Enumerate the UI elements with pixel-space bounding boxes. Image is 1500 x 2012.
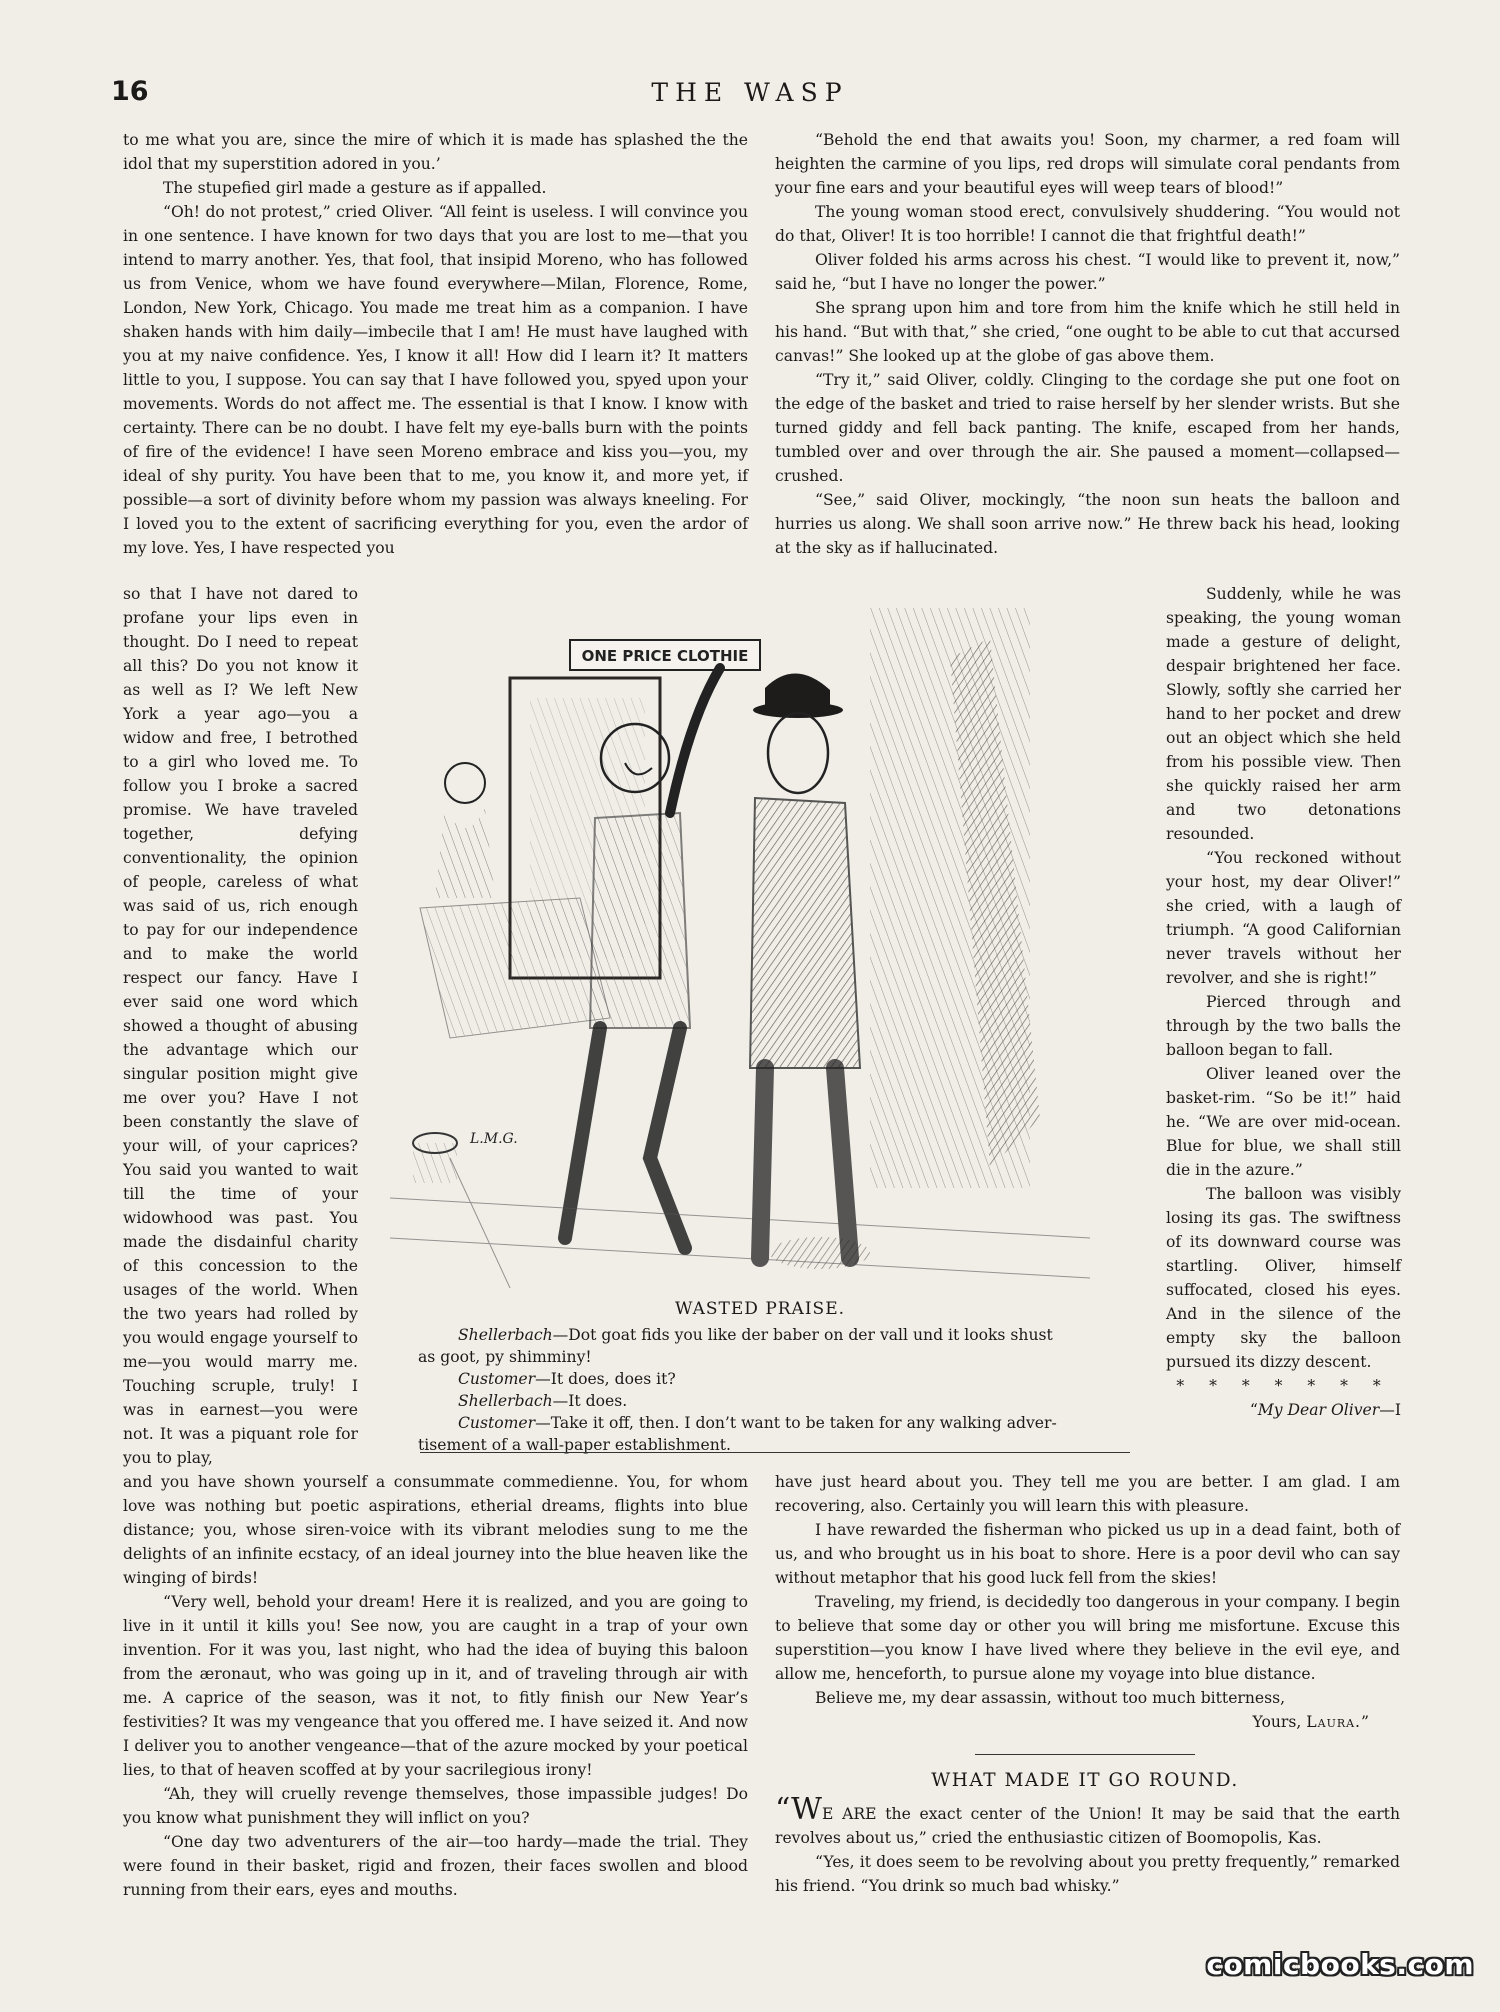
section-break-stars: * * * * * * *: [1176, 1377, 1391, 1395]
hat-box-body: [413, 1143, 457, 1183]
section-divider: [975, 1754, 1195, 1755]
signoff-word: Yours,: [1252, 1713, 1302, 1731]
dialog-line: [418, 1412, 1108, 1434]
dialog-speaker: Shellerbach: [458, 1326, 553, 1344]
paragraph: [775, 1792, 1400, 1850]
salesman-torso: [590, 813, 690, 1028]
dialog-text: tisement of a wall-paper establishment.: [418, 1436, 732, 1454]
dialog-line: [418, 1368, 1108, 1390]
customer-coat: [750, 798, 860, 1068]
paragraph: “Behold the end that awaits you! Soon, my charmer, a red foam will heighten the carmine of you lips, red drops will simulate coral pendants from your fine ears and your beautiful eyes will weep tears of blood!”: [775, 131, 1400, 197]
cartoon-illustration: [390, 598, 1090, 1293]
bowler-hat-brim: [753, 702, 843, 718]
dialog-line: [418, 1346, 1108, 1368]
paragraph: so that I have not dared to profane your lips even in thought. Do I need to repeat all this? Do you not know it as well as I? We left New York a year ago—you a widow and free, I betrothed to a girl who loved me. To follow you I broke a sacred promise. We have traveled together, defying conventionality, the opinion of people, careless of what was said of us, rich enough to pay for our independence and to make the world respect our fancy. Have I ever said one word which showed a thought of abusing the advantage which our singular position might give me over you? Have I not been constantly the slave of your will, of your caprices? You said you wanted to wait till the time of your widowhood was past. You made the disdainful charity of this concession to the usages of the world. When the two years had rolled by you would engage yourself to me—you would marry me. Touching scruple, truly! I was in earnest—you were not. It was a piquant role for you to play,: [123, 585, 358, 1467]
paragraph: Believe me, my dear assassin, without too much bitterness,: [815, 1689, 1286, 1707]
letter-salutation: My Dear Oliver: [1257, 1401, 1380, 1419]
salesman-legs: [565, 1028, 685, 1248]
dialog-text: —It does, does it?: [535, 1370, 676, 1388]
dialog-speaker: Shellerbach: [458, 1392, 553, 1410]
artist-signature: L.M.G.: [470, 1131, 518, 1147]
customer-legs: [760, 1068, 850, 1258]
paragraph: Pierced through and through by the two balls the balloon began to fall.: [1166, 993, 1401, 1059]
clerk-head: [445, 763, 485, 803]
paragraph: “Try it,” said Oliver, coldly. Clinging to the cordage she put one foot on the edge of the basket and tried to raise herself by her slender wrists. But she turned giddy and fell back panting. The knife, escaped from her hands, tumbled over and over through the air. She paused a moment—collapsed—crushed.: [775, 371, 1400, 485]
letter-signature: Laura.”: [1306, 1713, 1370, 1731]
masthead-title: THE WASP: [651, 78, 849, 107]
letter-signoff: [775, 1710, 1400, 1734]
clerk-body: [435, 808, 495, 898]
paragraph: Suddenly, while he was speaking, the young woman made a gesture of delight, despair brightened her face. Slowly, softly she carried her hand to her pocket and drew out an object which she held from his possible view. Then she quickly raised her arm and two detonations resounded.: [1166, 585, 1401, 843]
article-body: [775, 1792, 1400, 1898]
dialog-text: —Dot goat fids you like der baber on der vall und it looks shust: [552, 1326, 1053, 1344]
paragraph: “Ah, they will cruelly revenge themselves, those impassible judges! Do you know what punishment they will inflict on you?: [123, 1785, 748, 1827]
paragraph: Traveling, my friend, is decidedly too dangerous in your company. I begin to believe that some day or other you will bring me misfortune. Excuse this superstition—you know I have lived where they believe in the evil eye, and allow me, henceforth, to pursue alone my voyage into blue distance.: [775, 1593, 1400, 1683]
paragraph-text: E ARE the exact center of the Union! It may be said that the earth revolves about us,” cried the enthusiastic citizen of Boomopolis, Kas.: [775, 1805, 1400, 1847]
cartoon-caption: WASTED PRAISE.: [674, 1299, 846, 1319]
article-heading: WHAT MADE IT GO ROUND.: [931, 1770, 1239, 1791]
left-column-narrow: [123, 582, 358, 1470]
cartoon-rule: [420, 1452, 1130, 1453]
paragraph: “Yes, it does seem to be revolving about you pretty frequently,” remarked his friend. “You drink so much bad whisky.”: [775, 1853, 1400, 1895]
dialog-speaker: Customer: [458, 1370, 536, 1388]
paragraph: Oliver folded his arms across his chest. “I would like to prevent it, now,” said he, “but I have no longer the power.”: [775, 251, 1400, 293]
dialog-speaker: Customer: [458, 1414, 536, 1432]
paragraph: Oliver leaned over the basket-rim. “So be it!” haid he. “We are over mid-ocean. Blue for blue, we shall still die in the azure.”: [1166, 1065, 1401, 1179]
paragraph: The young woman stood erect, convulsively shuddering. “You would not do that, Oliver! It is too horrible! I cannot die that frightful death!”: [775, 203, 1400, 245]
paragraph: The stupefied girl made a gesture as if appalled.: [163, 179, 547, 197]
paragraph: to me what you are, since the mire of which it is made has splashed the the idol that my superstition adored in you.’: [123, 131, 748, 173]
paragraph: “See,” said Oliver, mockingly, “the noon sun heats the balloon and hurries us along. We shall soon arrive now.” He threw back his head, looking at the sky as if hallucinated.: [775, 491, 1400, 557]
right-column-bottom: [775, 1470, 1400, 1734]
watermark: comicbooks.com: [1206, 1948, 1474, 1981]
paragraph: have just heard about you. They tell me you are better. I am glad. I am recovering, also. Certainly you will learn this with pleasure.: [775, 1473, 1400, 1515]
page-number: 16: [111, 76, 149, 107]
customer-head: [768, 713, 828, 793]
paragraph: I have rewarded the fisherman who picked us up in a dead faint, both of us, and who brought us in his boat to shore. Here is a poor devil who can say without metaphor that his good luck fell from the skies!: [775, 1521, 1400, 1587]
left-column-top: [123, 128, 748, 560]
dialog-line: [418, 1324, 1108, 1346]
paragraph: “Oh! do not protest,” cried Oliver. “All feint is useless. I will convince you in one sentence. I have known for two days that you are lost to me—that you intend to marry another. Yes, that fool, that insipid Moreno, who has followed us from Venice, whom we have found everywhere—Milan, Florence, Rome, London, New York, Chicago. You made me treat him as a companion. I have shaken hands with him daily—imbecile that I am! He must have laughed with you at my naive confidence. Yes, I know it all! How did I learn it? It matters little to you, I suppose. You can say that I have followed you, spyed upon your movements. Words do not affect me. The essential is that I know. I know with certainty. There can be no doubt. I have felt my eye-balls burn with the points of fire of the evidence! I have seen Moreno embrace and kiss you—you, my ideal of shy purity. You have been that to me, you know it, and more yet, if possible—a sort of divinity before whom my passion was always kneeling. For I loved you to the extent of sacrificing everything for you, even the ardor of my love. Yes, I have respected you: [123, 203, 748, 557]
dialog-text: as goot, py shimminy!: [418, 1348, 592, 1366]
cartoon-drawing: [390, 598, 1090, 1293]
shop-sign-text: ONE PRICE CLOTHIE: [581, 647, 749, 665]
right-column-narrow: [1166, 582, 1401, 1422]
letter-salutation-rest: —I: [1379, 1401, 1401, 1419]
dialog-text: —Take it off, then. I don’t want to be taken for any walking adver-: [535, 1414, 1057, 1432]
right-column-top: [775, 128, 1400, 560]
paragraph: and you have shown yourself a consummate commedienne. You, for whom love was nothing but poetic aspirations, etherial dreams, flights into blue distance; you, whose siren-voice with its vibrant melodies sung to me the delights of an infinite ecstacy, of an ideal journey into the blue heaven like the winging of birds!: [123, 1473, 748, 1587]
counter: [420, 898, 610, 1038]
left-column-bottom: [123, 1470, 748, 1902]
cartoon-dialog: [418, 1324, 1108, 1456]
paragraph: She sprang upon him and tore from him the knife which he still held in his hand. “But with that,” she cried, “one ought to be able to cut that accursed canvas!” She looked up at the globe of gas above them.: [775, 299, 1400, 365]
salesman-raised-arm: [670, 668, 720, 813]
dialog-text: —It does.: [552, 1392, 628, 1410]
letter-opening: “My Dear Oliver—I: [1249, 1401, 1401, 1419]
paragraph: “One day two adventurers of the air—too hardy—made the trial. They were found in their basket, rigid and frozen, their faces swollen and blood running from their ears, eyes and mouths.: [123, 1833, 748, 1899]
paragraph: “You reckoned without your host, my dear Oliver!” she cried, with a laugh of triumph. “A good Californian never travels without her revolver, and she is right!”: [1166, 849, 1401, 987]
paragraph: “Very well, behold your dream! Here it is realized, and you are going to live in it until it kills you! See now, you are caught in a trap of your own invention. For it was you, last night, who had the idea of buying this baloon from the æronaut, who was going up in it, and of traveling through air with me. A caprice of the season, was it not, to fitly finish our New Year’s festivities? It was my vengeance that you offered me. I have seized it. And now I deliver you to another vengeance—that of the azure mocked by your poetical lies, to that of heaven scoffed at by your sacrilegious irony!: [123, 1593, 748, 1779]
drop-cap: “W: [775, 1792, 823, 1827]
paragraph: The balloon was visibly losing its gas. The swiftness of its downward course was startling. Oliver, himself suffocated, closed his eyes. And in the silence of the empty sky the balloon pursued its dizzy descent.: [1166, 1185, 1401, 1371]
dialog-line: [418, 1390, 1108, 1412]
